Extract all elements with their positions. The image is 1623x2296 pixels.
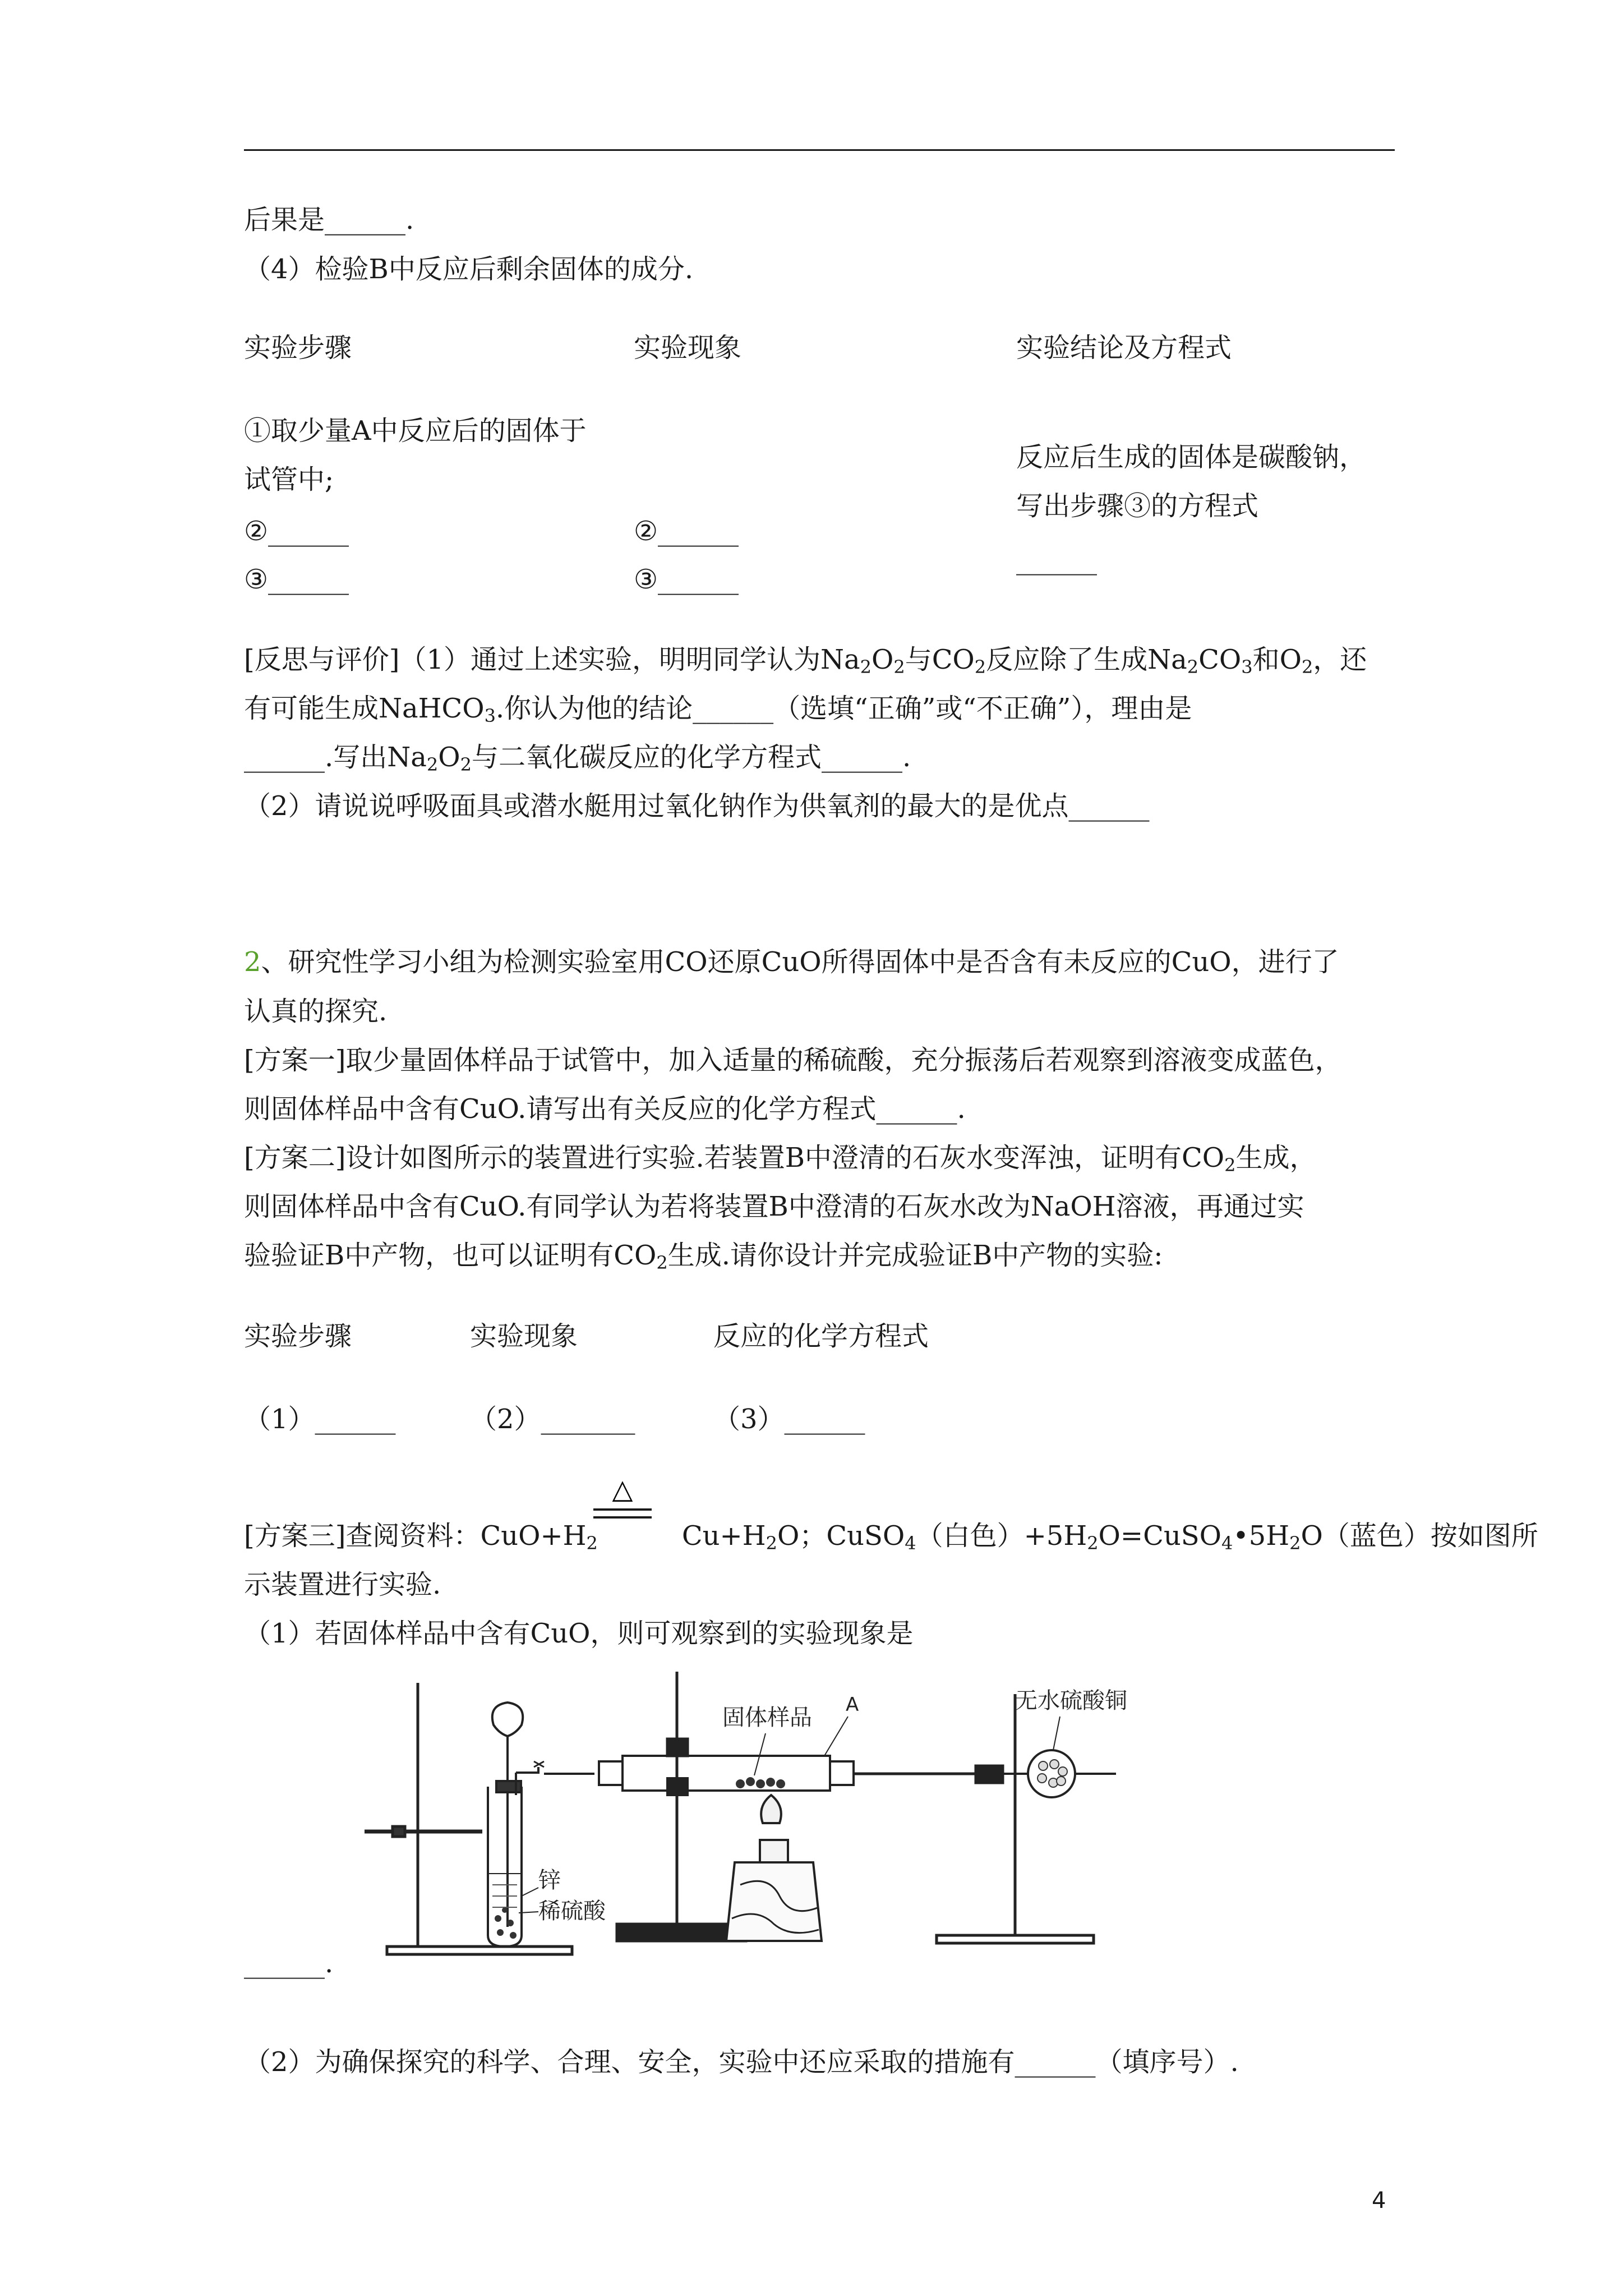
q4-title: （4）检验B中反应后剩余固体的成分. [244,254,694,285]
q2-line7: 验验证B中产物，也可以证明有$CO_2$生成.请你设计并完成验证B中产物的实验: [244,1240,1163,1273]
table1-step1-line1: ①取少量A中反应后的固体于 [244,415,587,447]
table2-header-equation: 反应的化学方程式 [713,1320,929,1352]
table1-obs3: ③______ [634,564,739,595]
table2-header-steps: 实验步骤 [244,1320,352,1352]
table1-step2: ②______ [244,516,349,547]
table1-conclusion-line1: 反应后生成的固体是碳酸钠， [1016,441,1367,473]
q2-line6: 则固体样品中含有CuO.有同学认为若将装置B中澄清的石灰水改为NaOH溶液，再通过实 [244,1191,1304,1222]
drying-tube-anhydrous-cuso4 [1003,1750,1116,1797]
heat-triangle: △ [612,1474,633,1505]
page-number: 4 [1372,2188,1386,2214]
table1-step1-line2: 试管中; [244,464,334,495]
label-anhydrous-copper-sulfate: 无水硫酸铜 [1015,1688,1127,1714]
combustion-tube-a [599,1756,854,1795]
plan3-line1: [方案三]查阅资料：$CuO+H_2$ $Cu+H_2O$；CuSO$_4$（白色）$+5H_2O=CuSO_4•5H_2O$（蓝色）按如图所 [244,1520,1538,1554]
label-solid-sample: 固体样品 [722,1705,812,1731]
reflect-line3: ______.写出$Na_2O_2$与二氧化碳反应的化学方程式______. [244,742,911,775]
right-ring-stand [937,1694,1094,1943]
reflect-line4: （2）请说说呼吸面具或潜水艇用过氧化钠作为供氧剂的最大的是优点______ [244,790,1150,822]
table1-step3: ③______ [244,564,349,595]
table2-cell1: （1）______ [244,1404,396,1435]
apparatus-diagram [353,1672,1307,1986]
reflect-line1: [反思与评价]（1）通过上述实验，明明同学认为$Na_2O_2$与$CO_2$反应除了生成$Na_2CO_3$和$O_2$，还 [244,644,1367,678]
table1-obs2: ②______ [634,516,739,547]
table1-header-observation: 实验现象 [634,332,742,364]
q2-line4: 则固体样品中含有CuO.请写出有关反应的化学方程式______. [244,1093,966,1125]
plan3-line5: （2）为确保探究的科学、合理、安全，实验中还应采取的措施有______（填序号）. [244,2046,1239,2078]
plan3-line4: ______. [244,1948,334,1979]
table2-header-observation: 实验现象 [470,1320,578,1352]
header-rule [244,149,1395,151]
top-line: 后果是______. [244,204,414,236]
table1-header-steps: 实验步骤 [244,332,352,364]
table2-cell3: （3）______ [713,1404,865,1435]
table1-conclusion-line2: 写出步骤③的方程式 [1016,490,1259,522]
q2-line1: 2、研究性学习小组为检测实验室用CO还原CuO所得固体中是否含有未反应的CuO，进行了 [244,946,1339,978]
table1-conclusion-blank: ______ [1016,544,1097,576]
table2-cell2: （2）_______ [470,1404,635,1435]
label-zinc: 锌 [538,1867,561,1893]
q2-line2: 认真的探究. [244,996,388,1027]
alcohol-lamp [726,1795,822,1941]
q2-line3: [方案一]取少量固体样品于试管中，加入适量的稀硫酸，充分振荡后若观察到溶液变成蓝色， [244,1045,1342,1076]
table1-header-conclusion: 实验结论及方程式 [1016,332,1232,364]
q2-number: 2 [244,946,261,978]
label-dilute-sulfuric-acid: 稀硫酸 [538,1898,606,1924]
plan3-line2: 示装置进行实验. [244,1569,441,1600]
q2-line5: [方案二]设计如图所示的装置进行实验.若装置B中澄清的石灰水变浑浊，证明有$CO_2$生成， [244,1142,1317,1176]
label-a: A [846,1694,859,1716]
plan3-line3: （1）若固体样品中含有CuO，则可观察到的实验现象是 [244,1618,914,1649]
heating-condition-symbol [589,1473,656,1523]
reflect-line2: 有可能生成NaHCO$_3$.你认为他的结论______（选填“正确”或“不正确”），理由是 [244,693,1192,726]
